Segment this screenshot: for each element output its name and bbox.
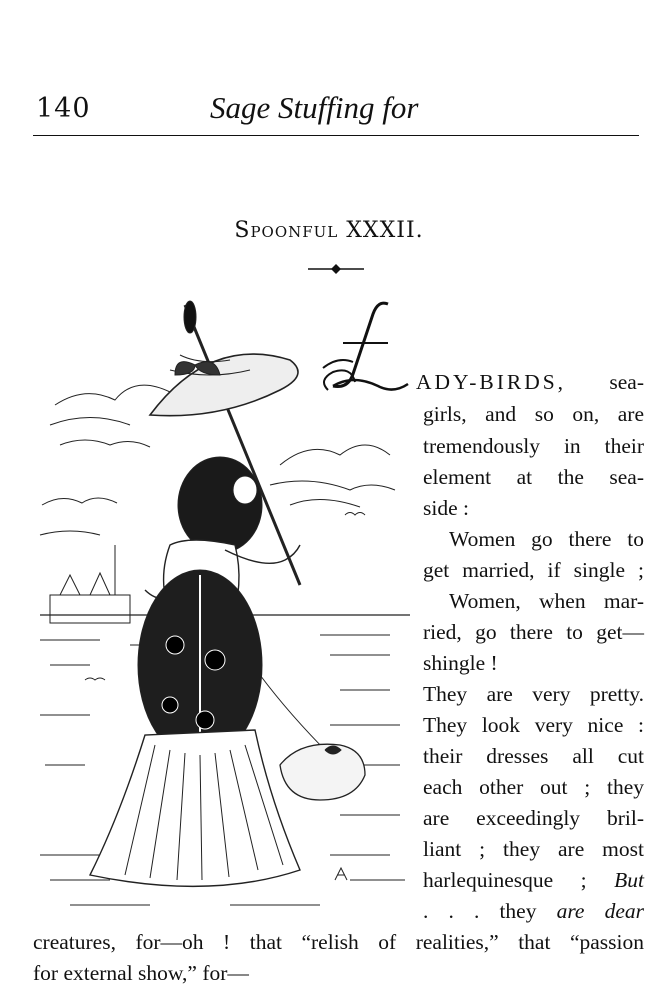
body-line-19: creatures, for—oh ! that “relish of realities,” that “passion <box>33 930 644 954</box>
running-head: Sage Stuffing for <box>210 90 419 125</box>
body-line-10: shingle ! <box>423 651 498 675</box>
body-line-7: get married, if single ; <box>423 558 644 582</box>
drop-cap-l <box>318 298 410 402</box>
body-line-5: side : <box>423 496 469 520</box>
body-line-12: They look very nice : <box>423 713 644 737</box>
body-line-8: Women, when mar- <box>449 589 644 613</box>
diamond-ornament-icon <box>308 262 364 276</box>
body-line-6: Women go there to <box>449 527 644 551</box>
body-line-17: harlequinesque ; But <box>423 868 644 892</box>
body-line-3: tremendously in their <box>423 434 644 458</box>
body-line-2: girls, and so on, are <box>423 402 644 426</box>
body-line-20: for external show,” for— <box>33 961 249 985</box>
body-line-15: are exceedingly bril- <box>423 806 644 830</box>
body-line-9: ried, go there to get— <box>423 620 644 644</box>
header-rule <box>33 135 639 136</box>
body-line-16: liant ; they are most <box>423 837 644 861</box>
body-line-11: They are very pretty. <box>423 682 644 706</box>
body-line-18: . . . they are dear <box>423 899 644 923</box>
page-number: 140 <box>36 93 91 124</box>
body-line-14: each other out ; they <box>423 775 644 799</box>
body-line-13: their dresses all cut <box>423 744 644 768</box>
body-line-1: ADY-BIRDS, sea- <box>416 370 644 394</box>
body-line-4: element at the sea- <box>423 465 644 489</box>
chapter-title: Spoonful XXXII. <box>234 218 424 243</box>
